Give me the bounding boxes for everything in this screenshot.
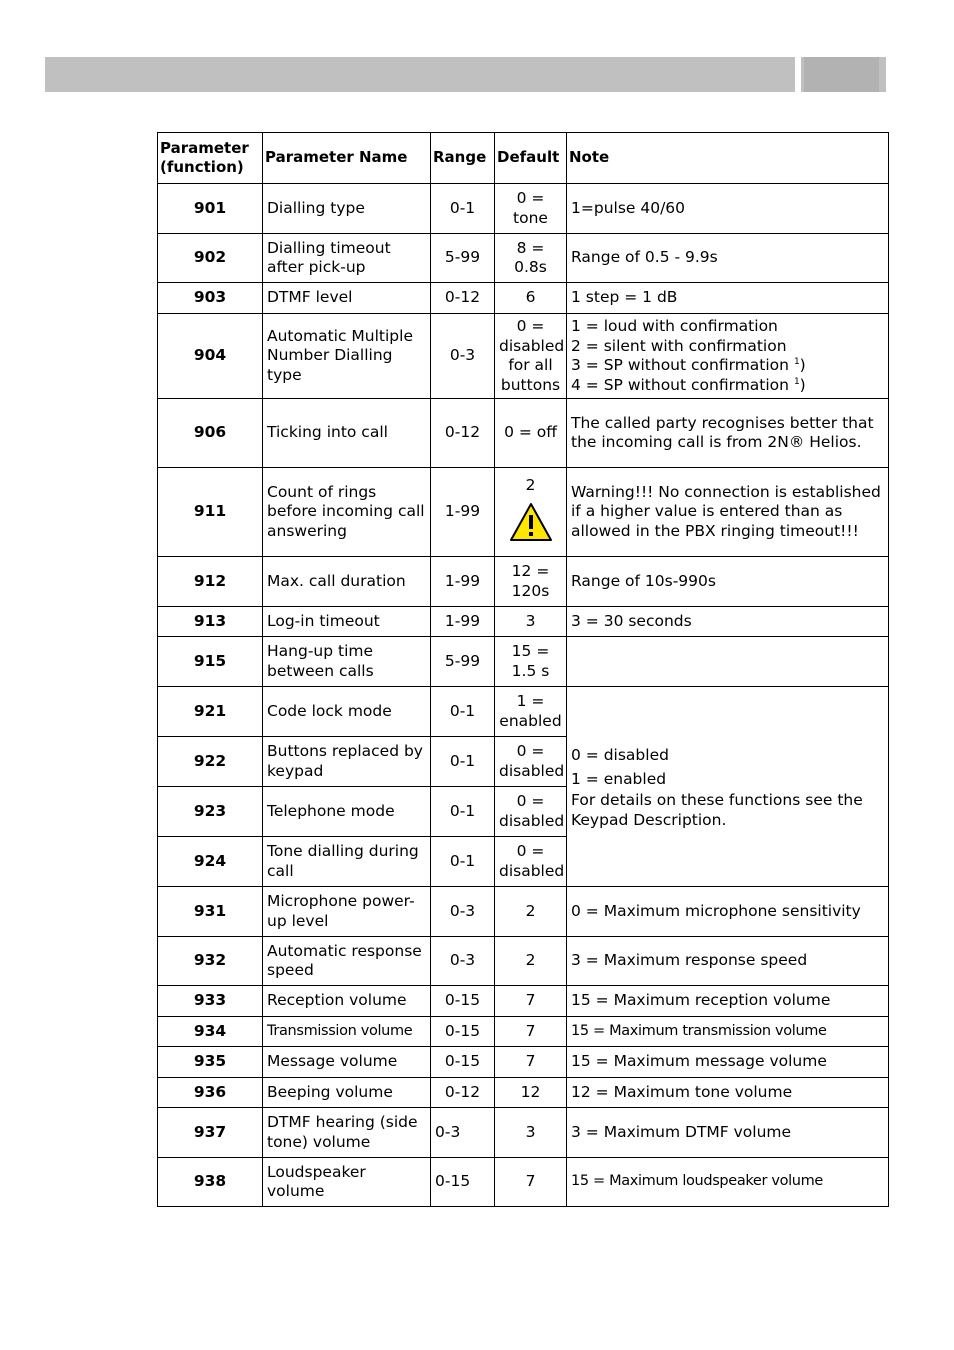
param-range: 1-99 xyxy=(431,468,495,557)
note-line: 1 = loud with confirmation xyxy=(571,317,778,335)
param-default: 12 xyxy=(495,1078,567,1108)
param-name: Dialling type xyxy=(263,184,431,234)
param-name: Count of rings before incoming call answering xyxy=(263,468,431,557)
param-name: Dialling timeout after pick-up xyxy=(263,234,431,283)
table-row xyxy=(158,234,889,283)
param-range: 5-99 xyxy=(431,234,495,283)
param-range: 1-99 xyxy=(431,557,495,607)
header-bar-tab xyxy=(804,57,879,92)
param-range: 0-15 xyxy=(431,1017,495,1047)
param-code: 903 xyxy=(158,283,263,314)
param-range: 5-99 xyxy=(431,637,495,687)
param-note: 12 = Maximum tone volume xyxy=(567,1078,889,1108)
param-default: 0 = disabled xyxy=(495,737,567,787)
table-row xyxy=(158,399,889,468)
param-note: 15 = Maximum reception volume xyxy=(567,986,889,1017)
param-default: 8 = 0.8s xyxy=(495,234,567,283)
param-code: 906 xyxy=(158,399,263,468)
param-default: 3 xyxy=(495,1108,567,1158)
param-code: 902 xyxy=(158,234,263,283)
table-row xyxy=(158,607,889,637)
param-note: Range of 10s-990s xyxy=(567,557,889,607)
table-row xyxy=(158,1078,889,1108)
table-row xyxy=(158,937,889,986)
footnote-mark: 1 xyxy=(793,376,800,387)
param-default xyxy=(495,468,567,557)
param-note: 15 = Maximum loudspeaker volume xyxy=(567,1158,889,1207)
param-note: 15 = Maximum transmission volume xyxy=(567,1017,889,1047)
param-code: 912 xyxy=(158,557,263,607)
table-row xyxy=(158,687,889,737)
param-code: 901 xyxy=(158,184,263,234)
param-default: 3 xyxy=(495,607,567,637)
param-range: 0-1 xyxy=(431,837,495,887)
param-note: 3 = Maximum response speed xyxy=(567,937,889,986)
param-default: 2 xyxy=(495,937,567,986)
table-row xyxy=(158,283,889,314)
param-name: Automatic response speed xyxy=(263,937,431,986)
table-row xyxy=(158,468,889,557)
param-default: 7 xyxy=(495,1017,567,1047)
param-default: 0 = disabled xyxy=(495,837,567,887)
param-default: 1 = enabled xyxy=(495,687,567,737)
param-default: 7 xyxy=(495,1158,567,1207)
header-bar-gap xyxy=(795,57,801,92)
col-header-param: Parameter (function) xyxy=(158,133,263,184)
param-range: 0-1 xyxy=(431,184,495,234)
param-note: 15 = Maximum message volume xyxy=(567,1047,889,1078)
param-code: 915 xyxy=(158,637,263,687)
param-name: Microphone power-up level xyxy=(263,887,431,937)
table-header-row xyxy=(158,133,889,184)
param-name: Ticking into call xyxy=(263,399,431,468)
param-name: Hang-up time between calls xyxy=(263,637,431,687)
param-range: 0-15 xyxy=(431,1047,495,1078)
param-note: 3 = 30 seconds xyxy=(567,607,889,637)
param-name: Tone dialling during call xyxy=(263,837,431,887)
param-code: 936 xyxy=(158,1078,263,1108)
note-line: 2 = silent with confirmation xyxy=(571,336,787,355)
param-code: 938 xyxy=(158,1158,263,1207)
param-code: 904 xyxy=(158,314,263,399)
param-code: 923 xyxy=(158,787,263,837)
param-name: Reception volume xyxy=(263,986,431,1017)
footnote-mark: 1 xyxy=(793,356,800,367)
param-note xyxy=(567,637,889,687)
param-note: The called party recognises better that the incoming call is from 2N® Helios. xyxy=(567,399,889,468)
param-range: 0-1 xyxy=(431,787,495,837)
table-row xyxy=(158,1047,889,1078)
param-code: 931 xyxy=(158,887,263,937)
param-range: 0-1 xyxy=(431,737,495,787)
param-code: 934 xyxy=(158,1017,263,1047)
param-code: 924 xyxy=(158,837,263,887)
warning-triangle-icon xyxy=(509,502,553,542)
param-code: 935 xyxy=(158,1047,263,1078)
param-note: Range of 0.5 - 9.9s xyxy=(567,234,889,283)
param-name: Buttons replaced by keypad xyxy=(263,737,431,787)
shared-keypad-note xyxy=(567,687,889,887)
param-note: 0 = Maximum microphone sensitivity xyxy=(567,887,889,937)
default-value: 2 xyxy=(525,476,536,494)
note-line: 1 = enabled xyxy=(571,770,667,788)
param-code: 937 xyxy=(158,1108,263,1158)
param-default: 15 = 1.5 s xyxy=(495,637,567,687)
param-default: 0 = disabled xyxy=(495,787,567,837)
param-name: Automatic Multiple Number Dialling type xyxy=(263,314,431,399)
param-range: 1-99 xyxy=(431,607,495,637)
col-header-name: Parameter Name xyxy=(263,133,431,184)
param-name: Max. call duration xyxy=(263,557,431,607)
param-name: Transmission volume xyxy=(263,1017,431,1047)
param-code: 911 xyxy=(158,468,263,557)
note-line: 0 = disabled xyxy=(571,746,669,764)
note-line: For details on these functions see the Keypad Description. xyxy=(571,791,863,829)
note-line: 4 = SP without confirmation $^1$) xyxy=(571,375,806,394)
param-default: 6 xyxy=(495,283,567,314)
param-name: DTMF level xyxy=(263,283,431,314)
col-header-default: Default xyxy=(495,133,567,184)
param-default: 0 = tone xyxy=(495,184,567,234)
param-default: 0 = off xyxy=(495,399,567,468)
table-row xyxy=(158,1017,889,1047)
param-default: 7 xyxy=(495,1047,567,1078)
param-name: Log-in timeout xyxy=(263,607,431,637)
param-code: 932 xyxy=(158,937,263,986)
table-row xyxy=(158,986,889,1017)
note-line: 3 = SP without confirmation $^1$) xyxy=(571,356,806,374)
table-row xyxy=(158,887,889,937)
param-range: 0-3 xyxy=(431,1108,495,1158)
param-name: Telephone mode xyxy=(263,787,431,837)
table-row xyxy=(158,1158,889,1207)
param-default: 0 = disabled for all buttons xyxy=(495,314,567,399)
param-range: 0-12 xyxy=(431,283,495,314)
table-row xyxy=(158,637,889,687)
param-note: Warning!!! No connection is established if a higher value is entered than as allowed in the PBX ringing timeout!!! xyxy=(567,468,889,557)
param-default: 7 xyxy=(495,986,567,1017)
param-note: 1=pulse 40/60 xyxy=(567,184,889,234)
col-header-range: Range xyxy=(431,133,495,184)
param-range: 0-1 xyxy=(431,687,495,737)
table-row xyxy=(158,184,889,234)
param-name: DTMF hearing (side tone) volume xyxy=(263,1108,431,1158)
param-range: 0-12 xyxy=(431,399,495,468)
param-name: Beeping volume xyxy=(263,1078,431,1108)
param-code: 933 xyxy=(158,986,263,1017)
page-header-bar xyxy=(45,57,886,92)
param-range: 0-15 xyxy=(431,986,495,1017)
param-default: 12 = 120s xyxy=(495,557,567,607)
param-name: Code lock mode xyxy=(263,687,431,737)
table-row xyxy=(158,557,889,607)
table-row xyxy=(158,314,889,399)
table-row xyxy=(158,1108,889,1158)
param-name: Message volume xyxy=(263,1047,431,1078)
param-range: 0-3 xyxy=(431,887,495,937)
param-range: 0-3 xyxy=(431,937,495,986)
param-code: 922 xyxy=(158,737,263,787)
param-name: Loudspeaker volume xyxy=(263,1158,431,1207)
param-note: 1 step = 1 dB xyxy=(567,283,889,314)
parameters-table xyxy=(157,132,889,1207)
param-range: 0-15 xyxy=(431,1158,495,1207)
param-code: 913 xyxy=(158,607,263,637)
param-note: 3 = Maximum DTMF volume xyxy=(567,1108,889,1158)
param-default: 2 xyxy=(495,887,567,937)
param-note xyxy=(567,314,889,399)
col-header-note: Note xyxy=(567,133,889,184)
param-range: 0-3 xyxy=(431,314,495,399)
param-range: 0-12 xyxy=(431,1078,495,1108)
param-code: 921 xyxy=(158,687,263,737)
